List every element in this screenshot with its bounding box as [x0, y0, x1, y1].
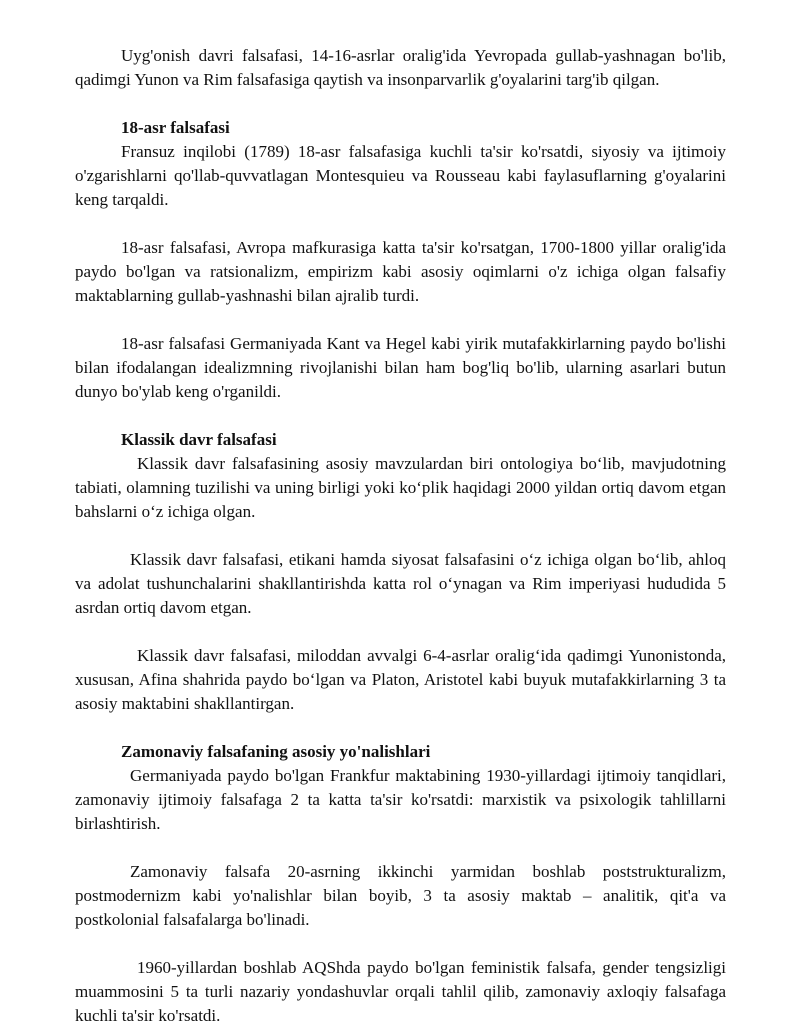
paragraph: Klassik davr falsafasi, etikani hamda siyosat falsafasini o‘z ichiga olgan bo‘lib, ahloq va adolat tushunchalarini shakllantirishda katta rol o‘ynagan va Rim imperiyasi hududida 5 asrdan ortiq davom etgan. [75, 550, 726, 617]
section-heading: 18-asr falsafasi [121, 118, 230, 137]
paragraph: Germaniyada paydo bo'lgan Frankfur maktabining 1930-yillardagi ijtimoiy tanqidlari, zamonaviy ijtimoiy falsafaga 2 ta katta ta'sir ko'rsatdi: marxistik va psixologik tahlillarni birlashtirish. [75, 766, 726, 833]
spacer [75, 620, 726, 644]
spacer [75, 716, 726, 740]
section-modern-philosophy [75, 740, 726, 1028]
paragraph: Klassik davr falsafasining asosiy mavzulardan biri ontologiya bo‘lib, mavjudotning tabiati, olamning tuzilishi va uning birligi yoki ko‘plik haqidagi 2000 yildan ortiq davom etgan bahslarni o‘z ichiga olgan. [75, 454, 726, 521]
paragraph: 1960-yillardan boshlab AQShda paydo bo'lgan feministik falsafa, gender tengsizligi muammosini 5 ta turli nazariy yondashuvlar orqali tahlil qilib, zamonaviy axloqiy falsafaga kuchli ta'sir ko'rsatdi. [75, 958, 726, 1025]
paragraph: 18-asr falsafasi Germaniyada Kant va Hegel kabi yirik mutafakkirlarning paydo bo'lishi bilan ifodalangan idealizmning rivojlanishi bilan ham bog'liq bo'lib, ularning asarlari butun dunyo bo'ylab keng o'rganildi. [75, 334, 726, 401]
intro-paragraph: Uyg'onish davri falsafasi, 14-16-asrlar oralig'ida Yevropada gullab-yashnagan bo'lib, qadimgi Yunon va Rim falsafasiga qaytish va insonparvarlik g'oyalarini targ'ib qilgan. [75, 46, 726, 89]
spacer [75, 524, 726, 548]
paragraph: Fransuz inqilobi (1789) 18-asr falsafasiga kuchli ta'sir ko'rsatdi, siyosiy va ijtimoiy o'zgarishlarni qo'llab-quvvatlagan Montesquieu va Rousseau kabi faylasuflarning g'oyalarini keng tarqaldi. [75, 142, 726, 209]
spacer [75, 932, 726, 956]
spacer [75, 308, 726, 332]
section-heading: Klassik davr falsafasi [121, 430, 277, 449]
spacer [75, 404, 726, 428]
spacer [75, 92, 726, 116]
paragraph: Klassik davr falsafasi, miloddan avvalgi 6-4-asrlar oralig‘ida qadimgi Yunonistonda, xususan, Afina shahrida paydo bo‘lgan va Platon, Aristotel kabi buyuk mutafakkirlarning 3 ta asosiy maktabini shakllantirgan. [75, 646, 726, 713]
spacer [75, 212, 726, 236]
paragraph: 18-asr falsafasi, Avropa mafkurasiga katta ta'sir ko'rsatgan, 1700-1800 yillar oralig'ida paydo bo'lgan va ratsionalizm, empirizm kabi asosiy oqimlarni o'z ichiga olgan falsafiy maktablarning gullab-yashnashi bilan ajralib turdi. [75, 238, 726, 305]
section-18th-century [75, 116, 726, 404]
section-heading: Zamonaviy falsafaning asosiy yo'nalishlari [121, 742, 431, 761]
spacer [75, 836, 726, 860]
section-classical-period [75, 428, 726, 716]
paragraph: Zamonaviy falsafa 20-asrning ikkinchi yarmidan boshlab poststrukturalizm, postmodernizm kabi yo'nalishlar bilan boyib, 3 ta asosiy maktab – analitik, qit'a va postkolonial falsafalarga bo'linadi. [75, 862, 726, 929]
